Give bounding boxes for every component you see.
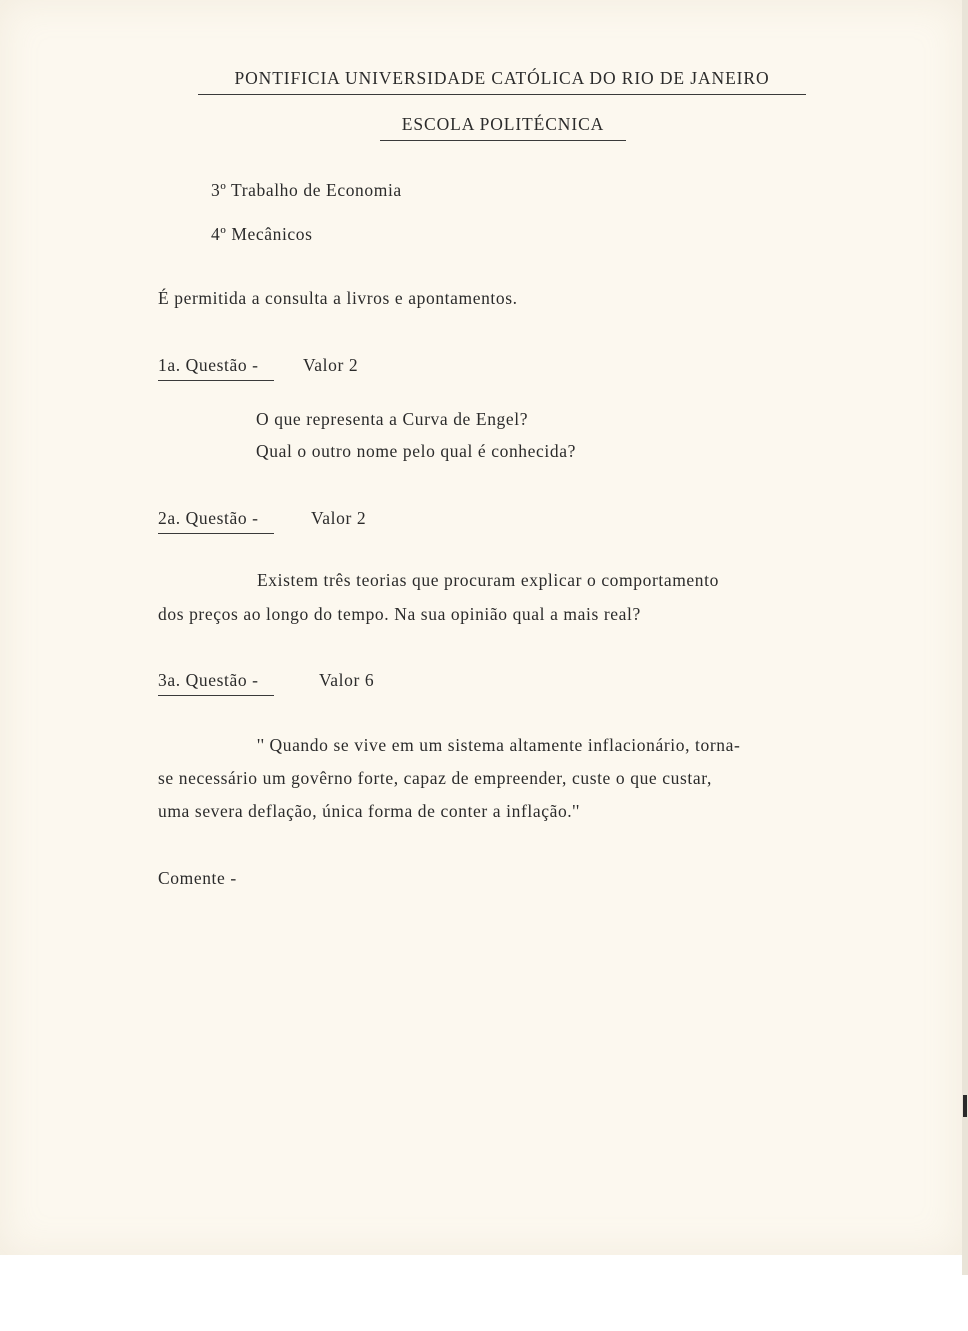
question-1-line-1: O que representa a Curva de Engel? <box>256 409 529 429</box>
question-3-line-3: uma severa deflação, única forma de conter a inflação.'' <box>158 801 580 821</box>
question-2-heading: 2a. Questão - <box>158 510 274 534</box>
question-3-value: Valor 6 <box>319 670 375 690</box>
page-edge <box>962 0 968 1275</box>
question-1-line-2: Qual o outro nome pelo qual é conhecida? <box>256 441 576 461</box>
question-3-line-1: '' Quando se vive em um sistema altamente inflacionário, torna- <box>257 735 741 755</box>
instructions: É permitida a consulta a livros e apontamentos. <box>158 288 518 308</box>
question-1-value: Valor 2 <box>303 355 359 375</box>
question-3-heading: 3a. Questão - <box>158 672 274 696</box>
school-title: ESCOLA POLITÉCNICA <box>380 116 626 141</box>
exam-title: 3º Trabalho de Economia <box>211 180 402 200</box>
edge-mark <box>963 1095 967 1117</box>
closing-instruction: Comente - <box>158 868 237 888</box>
institution-title: PONTIFICIA UNIVERSIDADE CATÓLICA DO RIO DE JANEIRO <box>198 70 806 95</box>
question-2-line-1: Existem três teorias que procuram explicar o comportamento <box>257 570 719 590</box>
question-1-heading: 1a. Questão - <box>158 357 274 381</box>
question-3-line-2: se necessário um govêrno forte, capaz de empreender, custe o que custar, <box>158 768 712 788</box>
question-2-value: Valor 2 <box>311 508 367 528</box>
course-name: 4º Mecânicos <box>211 224 313 244</box>
question-2-line-2: dos preços ao longo do tempo. Na sua opinião qual a mais real? <box>158 604 641 624</box>
